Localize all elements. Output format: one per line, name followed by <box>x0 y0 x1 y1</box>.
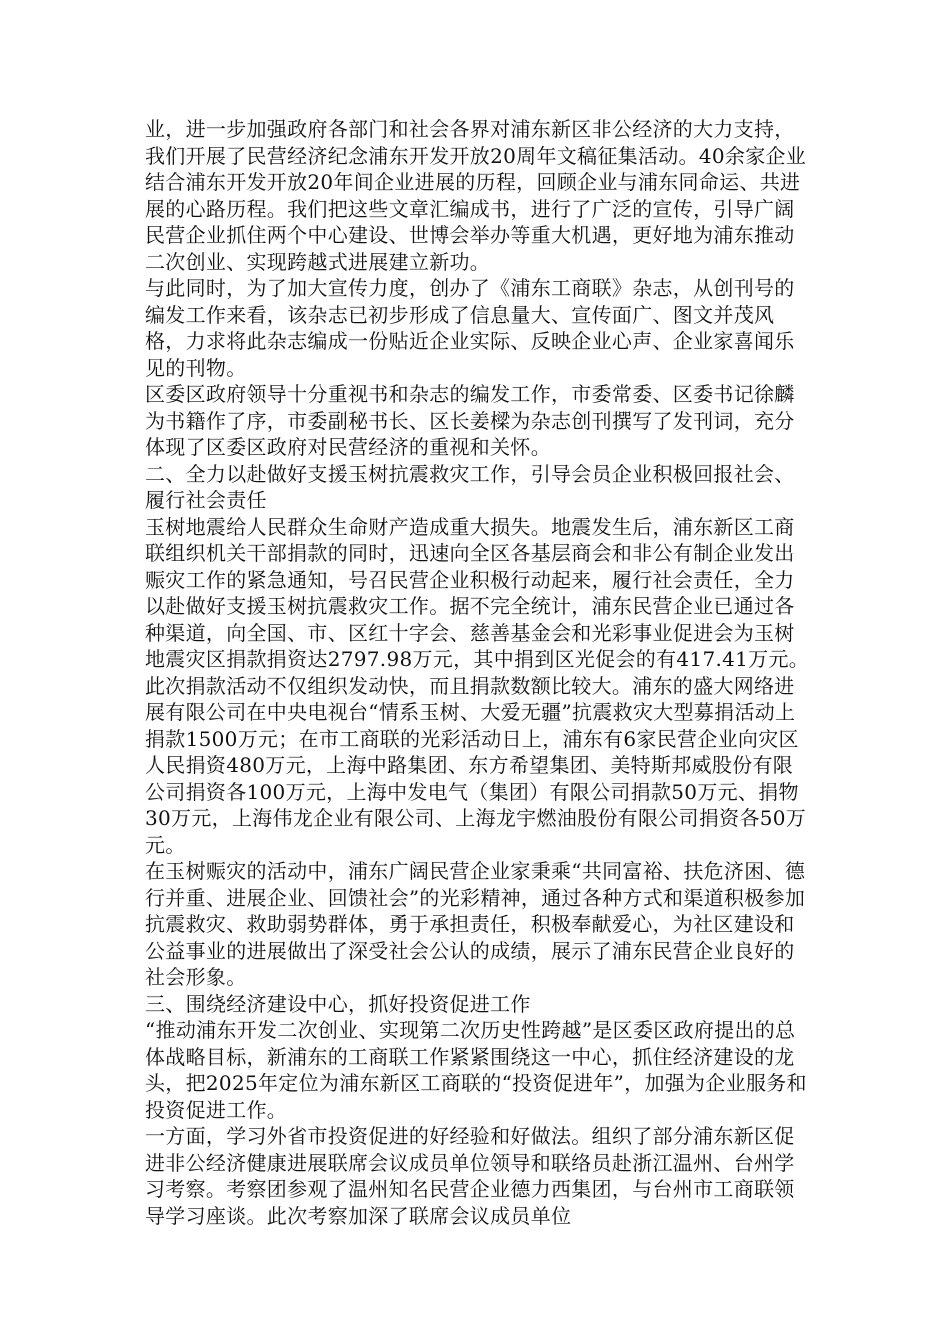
section-heading-investment: 三、围绕经济建设中心，抓好投资促进工作 <box>145 991 531 1016</box>
paragraph-leadership: 区委区政府领导十分重视书和杂志的编发工作，市委常委、区委书记徐麟为书籍作了序，市委副秘书长、区长姜樑为杂志创刊撰写了发刊词，充分体现了区委区政府对民营经济的重视和关怀。 <box>145 382 795 459</box>
document-page <box>145 116 810 1229</box>
paragraph-spirit: 在玉树赈灾的活动中，浦东广阔民营企业家秉乘“共同富裕、扶危济困、德行并重、进展企业、回馈社会”的光彩精神，通过各种方式和渠道积极参加抗震救灾、救助弱势群体，勇于承担责任，积极奉献爱心，为社区建设和公益事业的进展做出了深受社会公认的成绩，展示了浦东民营企业良好的社会形象。 <box>145 859 806 989</box>
paragraph-donations: 此次捐款活动不仅组织发动快，而且捐款数额比较大。浦东的盛大网络进展有限公司在中央电视台“情系玉树、大爱无疆”抗震救灾大型募捐活动上捐款1500万元；在市工商联的光彩活动日上，浦东有6家民营企业向灾区人民捐资480万元，上海中路集团、东方希望集团、美特斯邦威股份有限公司捐资各100万元，上海中发电气（集团）有限公司捐款50万元、捐物30万元，上海伟龙企业有限公司、上海龙宇燃油股份有限公司捐资各50万元。 <box>145 673 807 857</box>
paragraph-strategy: “推动浦东开发二次创业、实现第二次历史性跨越”是区委区政府提出的总体战略目标，新浦东的工商联工作紧紧围绕这一中心，抓住经济建设的龙头，把2025年定位为浦东新区工商联的“投资促进年”，加强为企业服务和投资促进工作。 <box>145 1018 807 1122</box>
paragraph-study-tour: 一方面，学习外省市投资促进的好经验和好做法。组织了部分浦东新区促进非公经济健康进展联席会议成员单位领导和联络员赴浙江温州、台州学习考察。考察团参观了温州知名民营企业德力西集团，与台州市工商联领导学习座谈。此次考察加深了联席会议成员单位 <box>145 1124 795 1228</box>
paragraph-magazine: 与此同时，为了加大宣传力度，创办了《浦东工商联》杂志，从创刊号的编发工作来看，该杂志已初步形成了信息量大、宣传面广、图文并茂风格，力求将此杂志编成一份贴近企业实际、反映企业心声、企业家喜闻乐见的刊物。 <box>145 276 795 380</box>
section-heading-yushu-relief: 二、全力以赴做好支援玉树抗震救灾工作，引导会员企业积极回报社会、履行社会责任 <box>145 461 795 512</box>
paragraph-intro-continued: 业，进一步加强政府各部门和社会各界对浦东新区非公经济的大力支持，我们开展了民营经济纪念浦东开发开放20周年文稿征集活动。40余家企业结合浦东开发开放20年间企业进展的历程，回顾企业与浦东同命运、共进展的心路历程。我们把这些文章汇编成书，进行了广泛的宣传，引导广阔民营企业抓住两个中心建设、世博会举办等重大机遇，更好地为浦东推动二次创业、实现跨越式进展建立新功。 <box>145 117 807 274</box>
paragraph-earthquake: 玉树地震给人民群众生命财产造成重大损失。地震发生后，浦东新区工商联组织机关干部捐款的同时，迅速向全区各基层商会和非公有制企业发出赈灾工作的紧急通知，号召民营企业积极行动起来，履行社会责任，全力以赴做好支援玉树抗震救灾工作。据不完全统计，浦东民营企业已通过各种渠道，向全国、市、区红十字会、慈善基金会和光彩事业促进会为玉树地震灾区捐款捐资达2797.98万元，其中捐到区光促会的有417.41万元。 <box>145 514 810 671</box>
